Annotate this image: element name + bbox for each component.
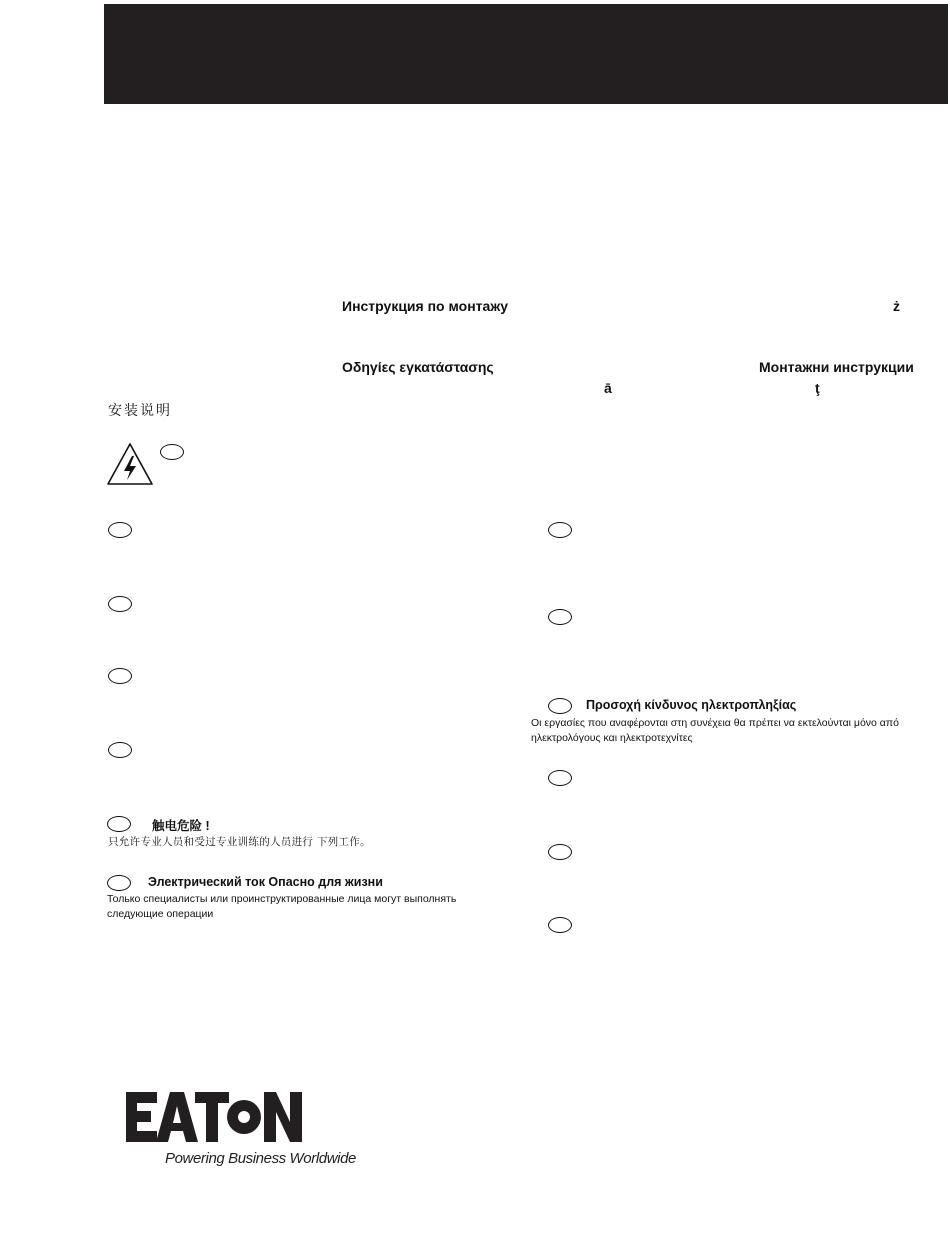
title-russian: Инструкция по монтажу: [342, 298, 509, 314]
language-marker-icon: [107, 816, 131, 832]
warning-body-greek: Οι εργασίες που αναφέρονται στη συνέχεια θα πρέπει να εκτελούνται μόνο από ηλεκτρολόγους και ηλεκτροτεχνίτες: [531, 717, 899, 744]
language-marker-icon: [548, 522, 572, 538]
warning-title-greek: Προσοχή κίνδυνος ηλεκτροπληξίας: [586, 698, 797, 712]
title-romanian-fragment: ţ: [815, 380, 820, 396]
language-marker-icon: [108, 668, 132, 684]
language-marker-icon: [548, 770, 572, 786]
language-marker-icon: [160, 444, 184, 460]
electrical-hazard-icon: [106, 442, 154, 486]
language-marker-icon: [548, 917, 572, 933]
title-bulgarian: Монтажни инструкции: [759, 359, 914, 375]
title-latvian-fragment: ā: [604, 380, 612, 396]
warning-title-chinese: 触电危险 !: [152, 819, 210, 833]
title-greek: Οδηγίες εγκατάστασης: [342, 359, 494, 375]
language-marker-icon: [548, 844, 572, 860]
language-marker-icon: [548, 698, 572, 714]
language-marker-icon: [548, 609, 572, 625]
title-chinese: 安装说明: [108, 403, 172, 419]
language-marker-icon: [108, 522, 132, 538]
eaton-tagline: Powering Business Worldwide: [165, 1150, 356, 1167]
warning-body-russian: Только специалисты или проинструктированные лица могут выполнять следующие операции: [107, 893, 457, 920]
warning-title-russian: Электрический ток Опасно для жизни: [148, 875, 383, 889]
header-bar: [104, 4, 948, 104]
eaton-logo: [126, 1092, 302, 1142]
language-marker-icon: [108, 596, 132, 612]
language-marker-icon: [107, 875, 131, 891]
warning-body-chinese: 只允许专业人员和受过专业训练的人员进行 下列工作。: [108, 836, 371, 848]
language-marker-icon: [108, 742, 132, 758]
title-polish-fragment: ż: [893, 298, 900, 314]
